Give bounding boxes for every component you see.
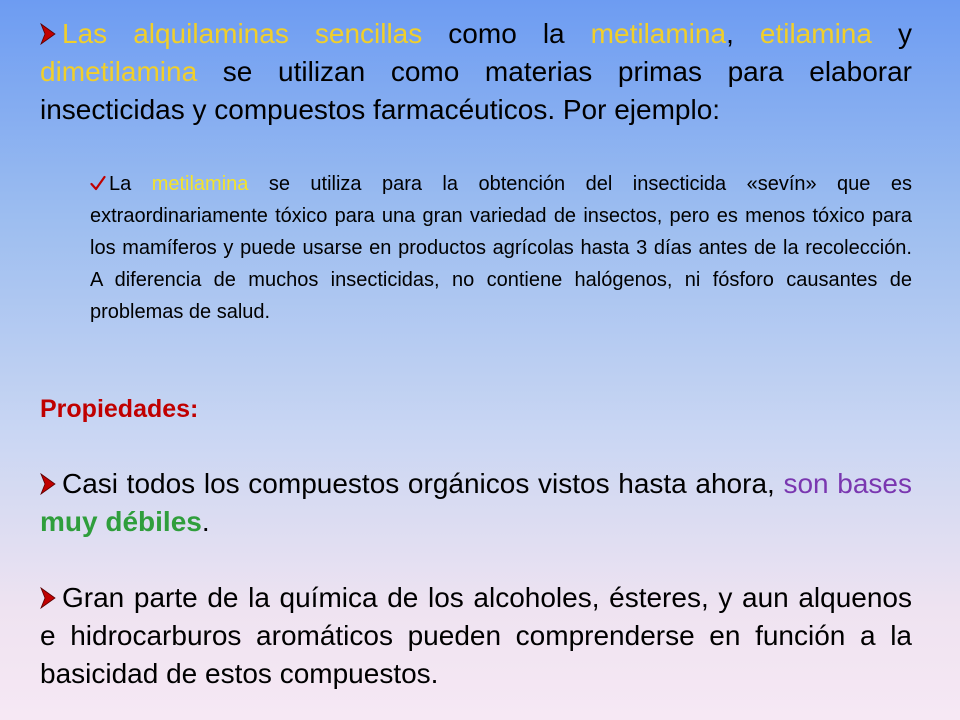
highlight-etilamina: etilamina [759,18,872,49]
highlight-alquilaminas: Las alquilaminas sencillas [62,18,423,49]
sub-text-2: se utiliza para la obtención del insecticida «sevín» que es extraordinariamente tóxico para una gran variedad de insectos, pero es menos tóxico para los mamíferos y puede usarse en productos agrícolas hasta 3 días antes de la recolección. A diferencia de muchos insecticidas, no contiene halógenos, ni fósforo causantes de problemas de salud. [90,173,912,323]
sub-item-paragraph [90,168,912,328]
highlight-metilamina: metilamina [590,18,727,49]
intro-text-1: como la [422,18,591,49]
sub-text-1: La [109,173,152,195]
bullet2-purple-text: son bases [783,468,912,499]
arrow-bullet-icon [40,473,56,495]
bullet3-text: Gran parte de la química de los alcoholes, ésteres, y aun alquenos e hidrocarburos aromáticos pueden comprenderse en función a la basicidad de estos compuestos. [40,582,912,689]
arrow-bullet-icon [40,23,56,45]
bullet-paragraph-chemistry [40,579,912,693]
intro-text-4: se utilizan como materias primas para elaborar insecticidas y compuestos farmacéuticos. Por ejemplo: [40,56,912,125]
highlight-dimetilamina: dimetilamina [40,56,198,87]
checkmark-icon [90,175,106,191]
intro-paragraph [40,15,912,129]
section-heading: Propiedades: [40,395,199,423]
bullet2-green-text: muy débiles [40,506,202,537]
arrow-bullet-icon [40,587,56,609]
bullet-paragraph-bases [40,465,912,541]
intro-text-3: y [871,18,912,49]
bullet2-text-2: . [201,506,210,537]
intro-text-2: , [726,18,760,49]
sub-highlight-metilamina: metilamina [151,173,249,195]
bullet2-text-1: Casi todos los compuestos orgánicos vistos hasta ahora, [62,468,784,499]
